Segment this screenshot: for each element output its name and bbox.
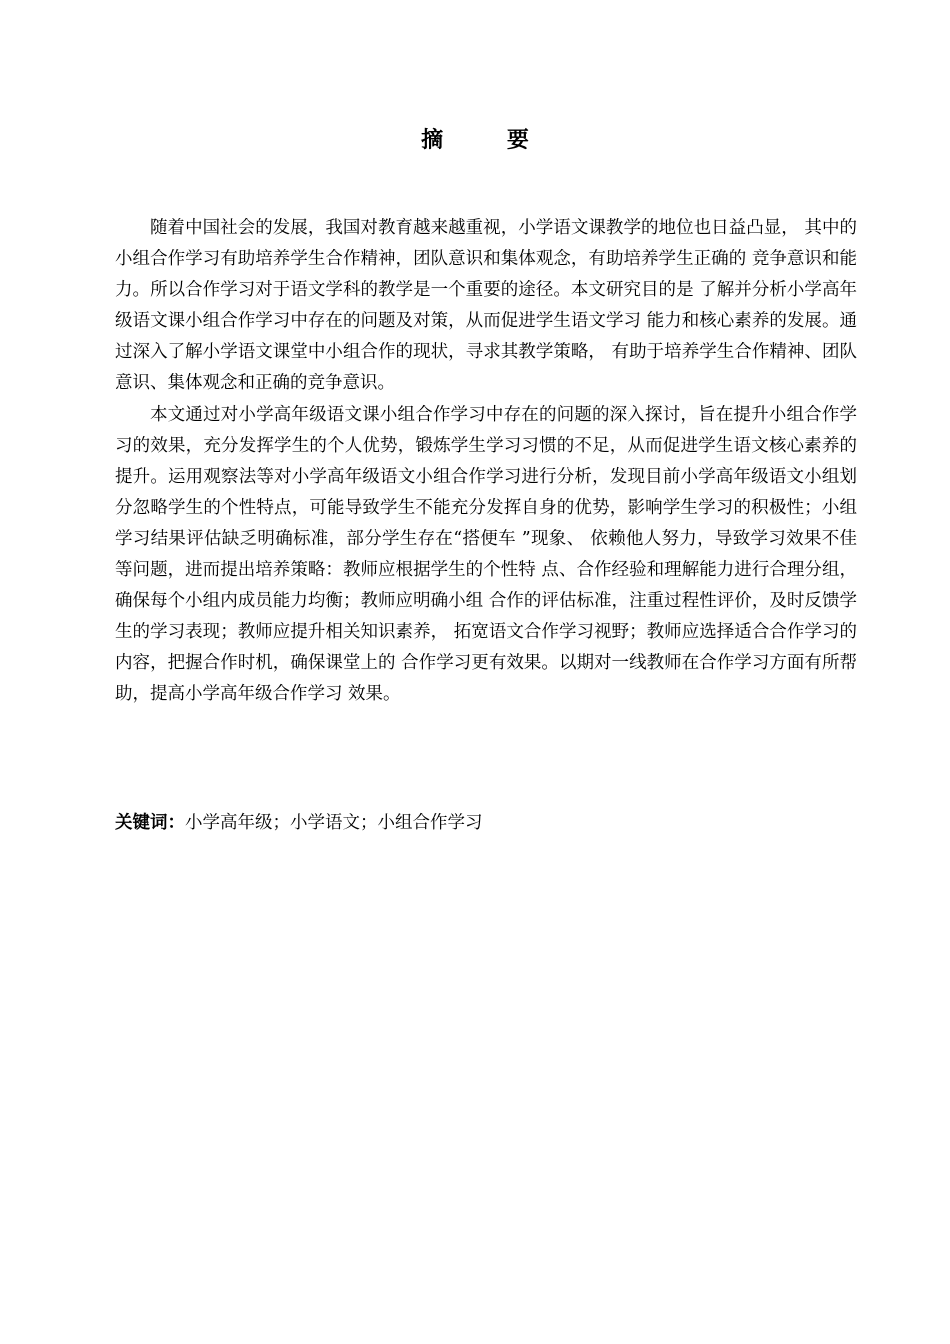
keywords-value: 小学高年级；小学语文；小组合作学习 <box>185 813 483 833</box>
abstract-paragraph-2: 本文通过对小学高年级语文课小组合作学习中存在的问题的深入探讨，旨在提升小组合作学习的效果，充分发挥学生的个人优势，锻炼学生学习习惯的不足，从而促进学生语文核心素养的提升。运用观察法等对小学高年级语文小组合作学习进行分析，发现目前小学高年级语文小组划分忽略学生的个性特点，可能导致学生不能充分发挥自身的优势，影响学生学习的积极性；小组学习结果评估缺乏明确标准，部分学生存在“搭便车 ”现象、 依赖他人努力，导致学习效果不佳等问题，进而提出培养策略：教师应根据学生的个性特 点、合作经验和理解能力进行合理分组，确保每个小组内成员能力均衡；教师应明确小组 合作的评估标准，注重过程性评价，及时反馈学生的学习表现；教师应提升相关知识素养， 拓宽语文合作学习视野；教师应选择适合合作学习的内容，把握合作时机，确保课堂上的 合作学习更有效果。以期对一线教师在合作学习方面有所帮助，提高小学高年级合作学习 效果。 <box>115 404 857 705</box>
abstract-title: 摘 要 <box>421 127 557 153</box>
keywords-line <box>115 808 857 839</box>
keywords-label: 关键词： <box>115 813 185 833</box>
abstract-body <box>115 213 857 711</box>
abstract-paragraph-1: 随着中国社会的发展，我国对教育越来越重视，小学语文课教学的地位也日益凸显， 其中的小组合作学习有助培养学生合作精神，团队意识和集体观念，有助培养学生正确的 竞争意识和能力。所以合作学习对于语文学科的教学是一个重要的途径。本文研究目的是 了解并分析小学高年级语文课小组合作学习中存在的问题及对策，从而促进学生语文学习 能力和核心素养的发展。通过深入了解小学语文课堂中小组合作的现状，寻求其教学策略， 有助于培养学生合作精神、团队意识、集体观念和正确的竞争意识。 <box>115 218 857 394</box>
